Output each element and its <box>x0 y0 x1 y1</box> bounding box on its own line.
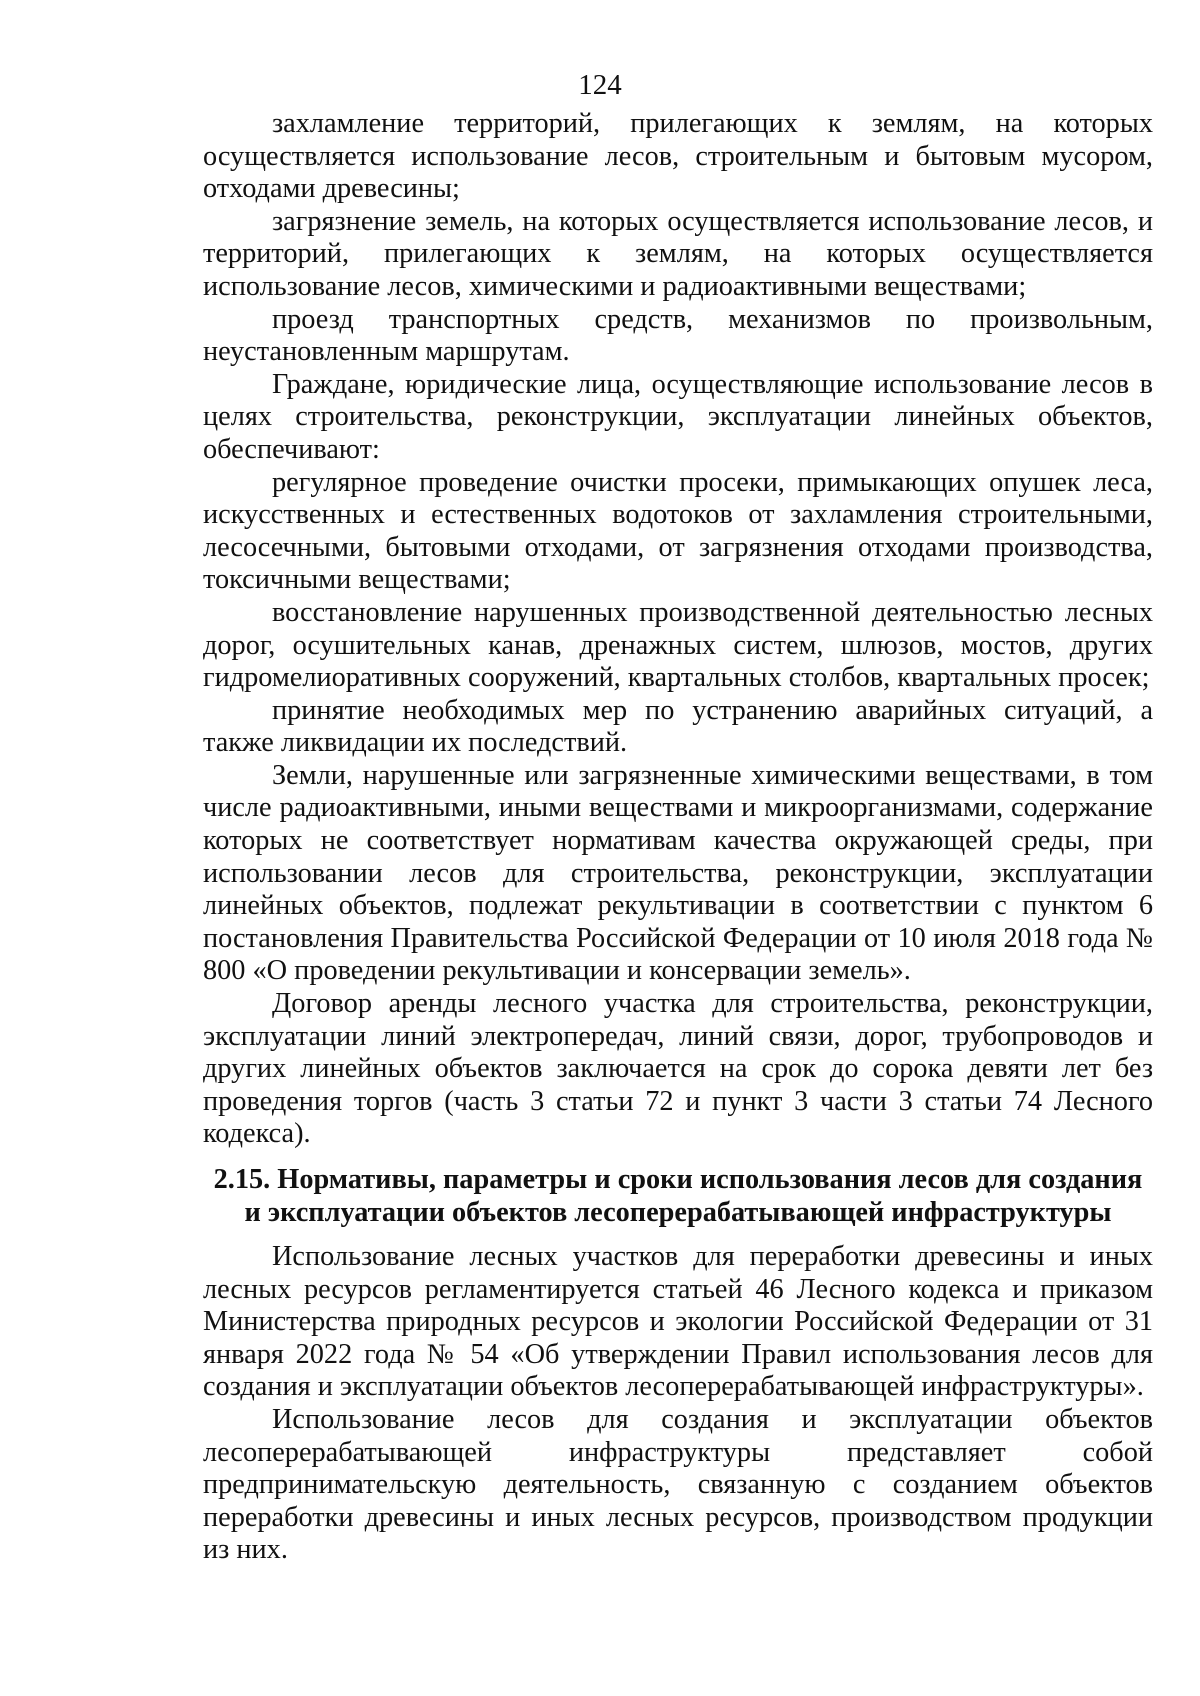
paragraph: проезд транспортных средств, механизмов по произвольным, неустановленным маршрутам. <box>203 303 1153 368</box>
paragraph: Граждане, юридические лица, осуществляющие использование лесов в целях строительства, реконструкции, эксплуатации линейных объектов, обеспечивают: <box>203 368 1153 465</box>
paragraph: восстановление нарушенных производственной деятельностью лесных дорог, осушительных канав, дренажных систем, шлюзов, мостов, других гидромелиоративных сооружений, квартальных столбов, квартальных просек; <box>203 596 1153 694</box>
paragraph: Использование лесов для создания и эксплуатации объектов лесоперерабатывающей инфраструктуры представляет собой предпринимательскую деятельность, связанную с созданием объектов переработки древесины и иных лесных ресурсов, производством продукции из них. <box>203 1403 1153 1566</box>
paragraph: Земли, нарушенные или загрязненные химическими веществами, в том числе радиоактивными, иными веществами и микроорганизмами, содержание которых не соответствует нормативам качества окружающей среды, при использовании лесов для строительства, реконструкции, эксплуатации линейных объектов, подлежат рекультивации в соответствии с пунктом 6 постановления Правительства Российской Федерации от 10 июля 2018 года № 800 «О проведении рекультивации и консервации земель». <box>203 759 1153 987</box>
page-number: 124 <box>578 69 622 101</box>
paragraph: Договор аренды лесного участка для строительства, реконструкции, эксплуатации линий электропередач, линий связи, дорог, трубопроводов и других линейных объектов заключается на срок до сорока девяти лет без проведения торгов (часть 3 статьи 72 и пункт 3 части 3 статьи 74 Лесного кодекса). <box>203 988 1153 1150</box>
paragraph: захламление территорий, прилегающих к землям, на которых осуществляется использование лесов, строительным и бытовым мусором, отходами древесины; <box>203 108 1153 205</box>
page-body <box>203 108 1153 1567</box>
section-heading: 2.15. Нормативы, параметры и сроки использования лесов для создания и эксплуатации объектов лесоперерабатывающей инфраструктуры <box>213 1164 1143 1228</box>
paragraph: Использование лесных участков для переработки древесины и иных лесных ресурсов регламентируется статьей 46 Лесного кодекса и приказом Министерства природных ресурсов и экологии Российской Федерации от 31 января 2022 года № 54 «Об утверждении Правил использования лесов для создания и эксплуатации объектов лесоперерабатывающей инфраструктуры». <box>203 1241 1153 1403</box>
paragraph: загрязнение земель, на которых осуществляется использование лесов, и территорий, прилегающих к землям, на которых осуществляется использование лесов, химическими и радиоактивными веществами; <box>203 205 1153 302</box>
paragraph: принятие необходимых мер по устранению аварийных ситуаций, а также ликвидации их последствий. <box>203 694 1153 759</box>
paragraph: регулярное проведение очистки просеки, примыкающих опушек леса, искусственных и естественных водотоков от захламления строительными, лесосечными, бытовыми отходами, от загрязнения отходами производства, токсичными веществами; <box>203 466 1153 596</box>
